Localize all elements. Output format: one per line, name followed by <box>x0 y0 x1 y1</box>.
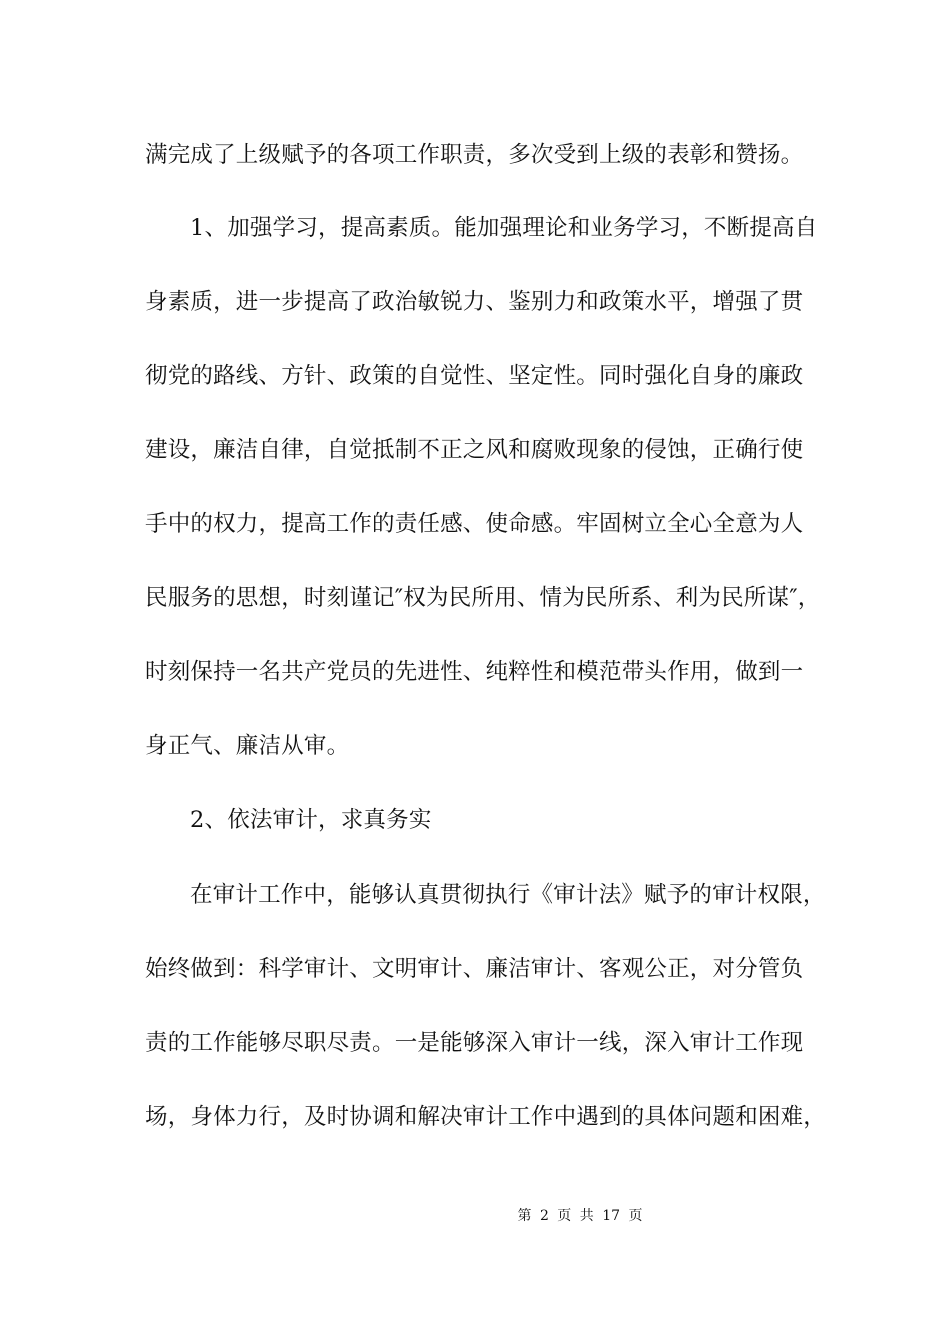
text-line-14: 场，身体力行，及时协调和解决审计工作中遇到的具体问题和困难， <box>145 1104 827 1130</box>
text-line-5: 建设，廉洁自律，自觉抵制不正之风和腐败现象的侵蚀，正确行使 <box>145 437 804 463</box>
text-line-11: 在审计工作中，能够认真贯彻执行《审计法》赋予的审计权限， <box>190 882 826 908</box>
text-line-8: 时刻保持一名共产党员的先进性、纯粹性和模范带头作用，做到一 <box>145 659 804 685</box>
text-line-12: 始终做到：科学审计、文明审计、廉洁审计、客观公正，对分管负 <box>145 956 804 982</box>
text-line-1: 满完成了上级赋予的各项工作职责，多次受到上级的表彰和赞扬。 <box>145 142 804 168</box>
text-line-4: 彻党的路线、方针、政策的自觉性、坚定性。同时强化自身的廉政 <box>145 363 804 389</box>
page-number-footer: 第 2 页 共 17 页 <box>517 1208 643 1224</box>
text-line-6: 手中的权力，提高工作的责任感、使命感。牢固树立全心全意为人 <box>145 511 804 537</box>
text-line-7: 民服务的思想，时刻谨记″权为民所用、情为民所系、利为民所谋″， <box>145 585 821 611</box>
text-line-10: 2、依法审计，求真务实 <box>190 807 432 833</box>
text-line-2: 1、加强学习，提高素质。能加强理论和业务学习，不断提高自 <box>190 215 818 241</box>
text-line-13: 责的工作能够尽职尽责。一是能够深入审计一线，深入审计工作现 <box>145 1030 804 1056</box>
text-line-9: 身正气、廉洁从审。 <box>145 733 350 759</box>
text-line-3: 身素质，进一步提高了政治敏锐力、鉴别力和政策水平，增强了贯 <box>145 289 804 315</box>
